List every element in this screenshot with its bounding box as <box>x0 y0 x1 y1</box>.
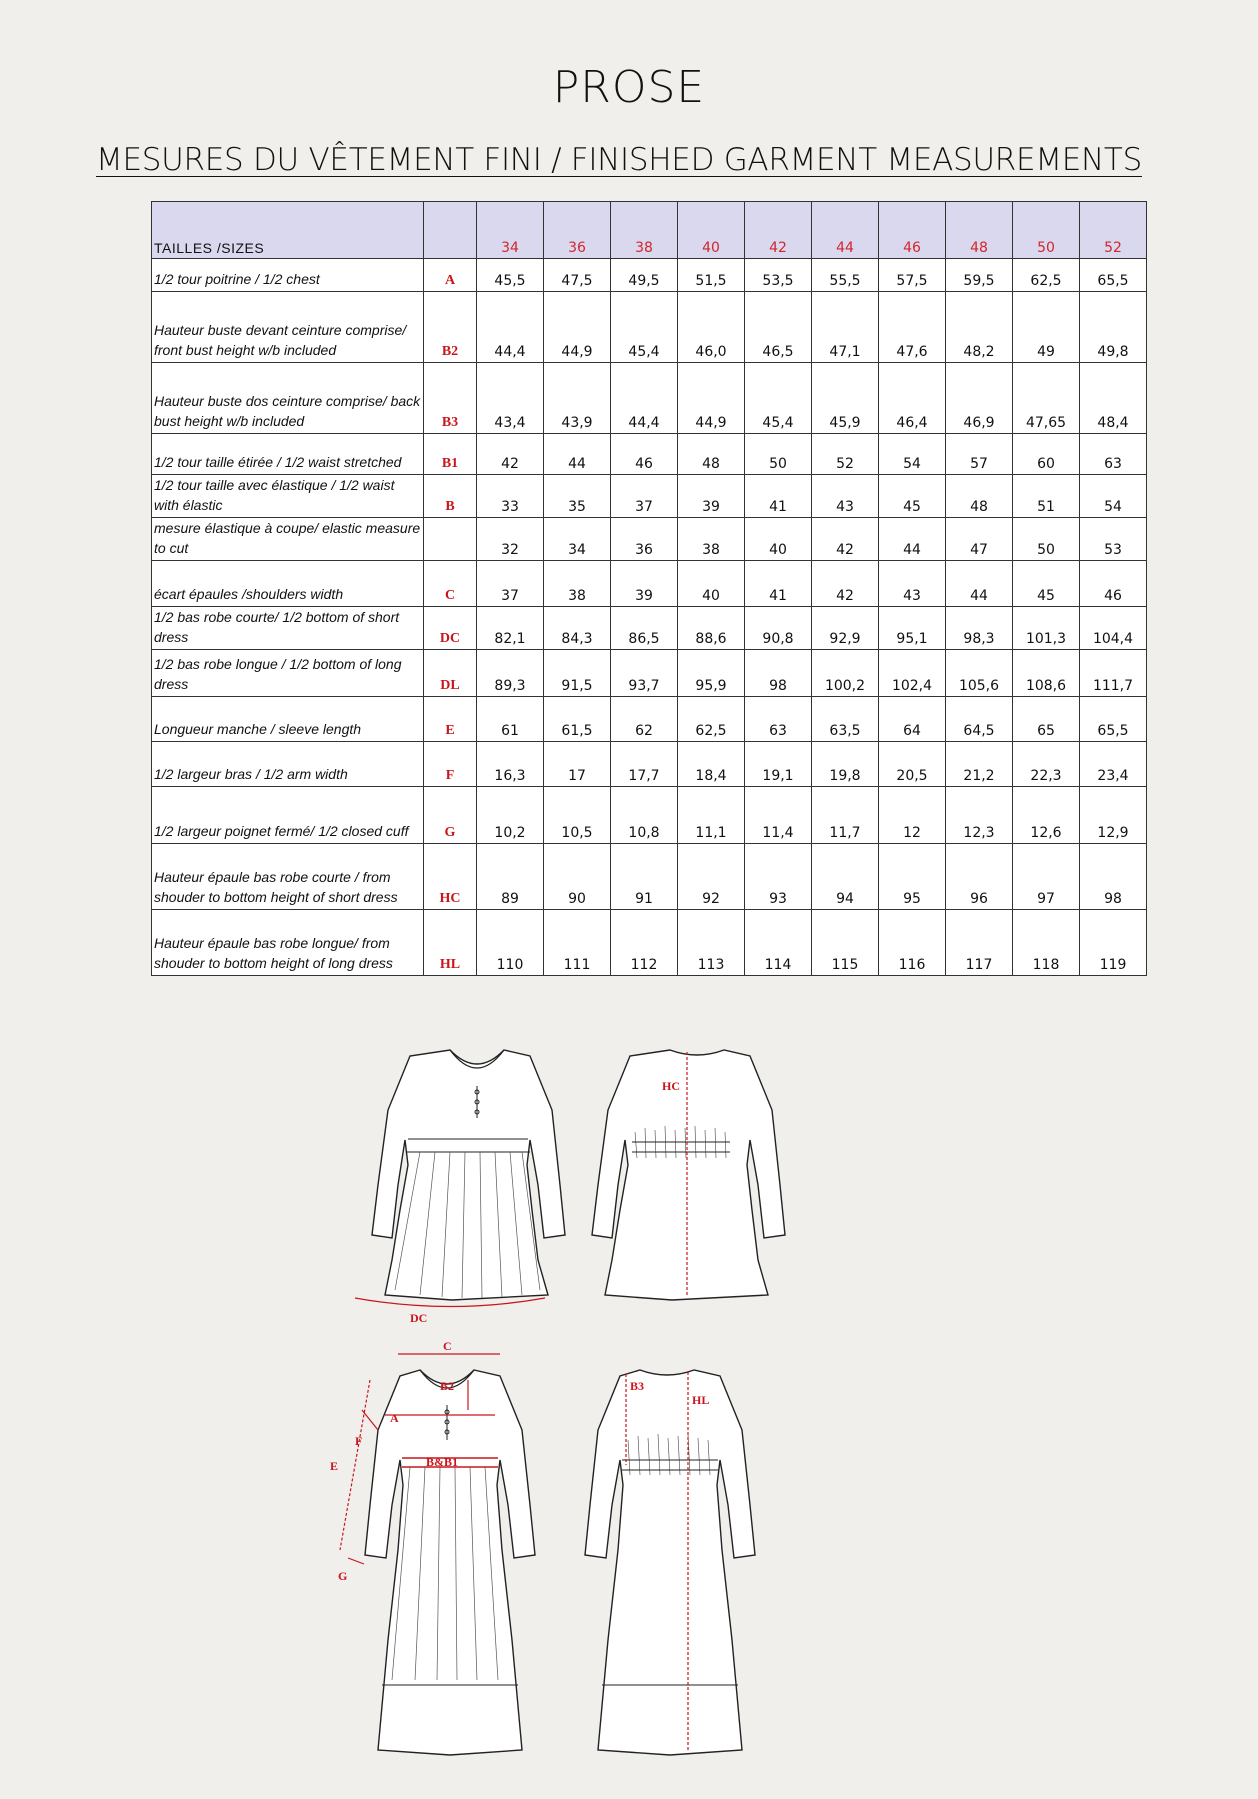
measure-value: 16,3 <box>477 742 544 787</box>
measure-code: C <box>424 561 477 607</box>
size-header: 36 <box>544 202 611 259</box>
measure-value: 37 <box>477 561 544 607</box>
measure-value: 20,5 <box>879 742 946 787</box>
hc-label: HC <box>662 1079 680 1093</box>
sizes-header-label: TAILLES /SIZES <box>152 202 424 259</box>
measure-code <box>424 518 477 561</box>
measure-value: 42 <box>812 561 879 607</box>
measure-value: 32 <box>477 518 544 561</box>
measure-value: 44 <box>879 518 946 561</box>
measure-label: Hauteur buste devant ceinture comprise/ front bust height w/b included <box>152 292 424 363</box>
measure-value: 47,6 <box>879 292 946 363</box>
f-label: F <box>355 1434 363 1448</box>
measure-value: 19,8 <box>812 742 879 787</box>
measure-value: 63,5 <box>812 697 879 742</box>
measure-value: 21,2 <box>946 742 1013 787</box>
measure-value: 64 <box>879 697 946 742</box>
measure-value: 10,2 <box>477 787 544 844</box>
measure-value: 113 <box>678 910 745 976</box>
measure-value: 59,5 <box>946 259 1013 292</box>
measure-value: 118 <box>1013 910 1080 976</box>
measure-value: 48 <box>946 475 1013 518</box>
measure-value: 55,5 <box>812 259 879 292</box>
table-row <box>152 475 1147 518</box>
measurements-table <box>151 201 1147 976</box>
measure-label: mesure élastique à coupe/ elastic measure to cut <box>152 518 424 561</box>
measure-code: B3 <box>424 363 477 434</box>
measure-value: 37 <box>611 475 678 518</box>
measure-label: Hauteur buste dos ceinture comprise/ back bust height w/b included <box>152 363 424 434</box>
measure-value: 10,5 <box>544 787 611 844</box>
measure-value: 39 <box>678 475 745 518</box>
measure-value: 46 <box>1080 561 1147 607</box>
short-dress-front-sketch <box>355 1050 565 1325</box>
measure-label: 1/2 largeur bras / 1/2 arm width <box>152 742 424 787</box>
table-row <box>152 844 1147 910</box>
measure-value: 114 <box>745 910 812 976</box>
measure-value: 84,3 <box>544 607 611 650</box>
size-header: 46 <box>879 202 946 259</box>
size-header: 52 <box>1080 202 1147 259</box>
measure-value: 12,6 <box>1013 787 1080 844</box>
measure-value: 57 <box>946 434 1013 475</box>
measure-value: 12,3 <box>946 787 1013 844</box>
dc-label: DC <box>410 1311 428 1325</box>
garment-sketches <box>330 1020 870 1790</box>
table-row <box>152 518 1147 561</box>
measure-value: 43,9 <box>544 363 611 434</box>
measure-value: 65,5 <box>1080 697 1147 742</box>
table-row <box>152 697 1147 742</box>
measure-value: 10,8 <box>611 787 678 844</box>
long-dress-back-sketch <box>585 1370 755 1755</box>
measure-value: 43 <box>812 475 879 518</box>
measure-value: 17,7 <box>611 742 678 787</box>
measure-code: HL <box>424 910 477 976</box>
measure-code: B <box>424 475 477 518</box>
b2-label: B2 <box>440 1379 455 1393</box>
measure-value: 48,2 <box>946 292 1013 363</box>
measure-value: 43,4 <box>477 363 544 434</box>
long-dress-front-sketch <box>330 1339 535 1755</box>
measure-code: DC <box>424 607 477 650</box>
measure-value: 47,5 <box>544 259 611 292</box>
b3-label: B3 <box>630 1379 645 1393</box>
measure-code: DL <box>424 650 477 697</box>
short-dress-back-sketch <box>592 1050 785 1300</box>
measure-value: 45,4 <box>745 363 812 434</box>
size-header: 34 <box>477 202 544 259</box>
size-header: 44 <box>812 202 879 259</box>
measure-value: 38 <box>678 518 745 561</box>
table-row <box>152 607 1147 650</box>
measure-value: 119 <box>1080 910 1147 976</box>
measure-value: 62,5 <box>678 697 745 742</box>
measure-value: 49,8 <box>1080 292 1147 363</box>
measure-value: 63 <box>1080 434 1147 475</box>
measure-value: 94 <box>812 844 879 910</box>
measure-value: 45 <box>1013 561 1080 607</box>
table-row <box>152 292 1147 363</box>
measure-value: 49 <box>1013 292 1080 363</box>
measure-value: 53 <box>1080 518 1147 561</box>
measure-value: 45,4 <box>611 292 678 363</box>
e-label: E <box>330 1459 339 1473</box>
table-row <box>152 910 1147 976</box>
measure-value: 89 <box>477 844 544 910</box>
page-subtitle: MESURES DU VÊTEMENT FINI / FINISHED GARMENT MEASUREMENTS <box>96 142 1142 178</box>
bb1-label: B&B1 <box>426 1455 459 1469</box>
size-header: 38 <box>611 202 678 259</box>
measure-code: B1 <box>424 434 477 475</box>
measure-value: 48,4 <box>1080 363 1147 434</box>
measure-value: 41 <box>745 561 812 607</box>
measure-label: Hauteur épaule bas robe courte / from shouder to bottom height of short dress <box>152 844 424 910</box>
table-body <box>152 259 1147 976</box>
measure-value: 38 <box>544 561 611 607</box>
measure-value: 110 <box>477 910 544 976</box>
measure-value: 47,1 <box>812 292 879 363</box>
measure-value: 35 <box>544 475 611 518</box>
measure-value: 89,3 <box>477 650 544 697</box>
measure-value: 46,0 <box>678 292 745 363</box>
measure-value: 44 <box>946 561 1013 607</box>
measure-value: 51,5 <box>678 259 745 292</box>
measure-label: 1/2 tour taille avec élastique / 1/2 waist with élastic <box>152 475 424 518</box>
measure-value: 90 <box>544 844 611 910</box>
measure-value: 91 <box>611 844 678 910</box>
table-row <box>152 561 1147 607</box>
measure-value: 53,5 <box>745 259 812 292</box>
measure-value: 62,5 <box>1013 259 1080 292</box>
measure-value: 92,9 <box>812 607 879 650</box>
size-header: 42 <box>745 202 812 259</box>
measure-value: 65,5 <box>1080 259 1147 292</box>
table-row <box>152 787 1147 844</box>
measure-value: 91,5 <box>544 650 611 697</box>
measure-label: 1/2 largeur poignet fermé/ 1/2 closed cuff <box>152 787 424 844</box>
brand-title: PROSE <box>552 62 706 113</box>
measure-value: 65 <box>1013 697 1080 742</box>
table-row <box>152 259 1147 292</box>
measure-label: 1/2 bas robe longue / 1/2 bottom of long dress <box>152 650 424 697</box>
measure-value: 44,9 <box>678 363 745 434</box>
measure-value: 112 <box>611 910 678 976</box>
measure-label: écart épaules /shoulders width <box>152 561 424 607</box>
measure-value: 18,4 <box>678 742 745 787</box>
measure-value: 46,9 <box>946 363 1013 434</box>
measure-value: 54 <box>879 434 946 475</box>
measure-value: 11,7 <box>812 787 879 844</box>
measure-value: 51 <box>1013 475 1080 518</box>
measure-value: 46,5 <box>745 292 812 363</box>
measure-value: 111 <box>544 910 611 976</box>
measure-value: 45,5 <box>477 259 544 292</box>
measure-value: 98 <box>1080 844 1147 910</box>
measure-value: 117 <box>946 910 1013 976</box>
measure-value: 97 <box>1013 844 1080 910</box>
measure-value: 42 <box>812 518 879 561</box>
measure-value: 46,4 <box>879 363 946 434</box>
measure-value: 82,1 <box>477 607 544 650</box>
measure-value: 57,5 <box>879 259 946 292</box>
measure-code: F <box>424 742 477 787</box>
measure-value: 44,4 <box>477 292 544 363</box>
table-header-row <box>152 202 1147 259</box>
measure-value: 93,7 <box>611 650 678 697</box>
measure-value: 33 <box>477 475 544 518</box>
measure-value: 44,4 <box>611 363 678 434</box>
measure-value: 17 <box>544 742 611 787</box>
measure-value: 115 <box>812 910 879 976</box>
measure-value: 12 <box>879 787 946 844</box>
measure-value: 86,5 <box>611 607 678 650</box>
measure-value: 48 <box>678 434 745 475</box>
measure-value: 90,8 <box>745 607 812 650</box>
measure-value: 52 <box>812 434 879 475</box>
hl-label: HL <box>692 1393 710 1407</box>
measure-value: 50 <box>1013 518 1080 561</box>
measure-value: 41 <box>745 475 812 518</box>
table-row <box>152 434 1147 475</box>
table-row <box>152 363 1147 434</box>
measure-value: 95,9 <box>678 650 745 697</box>
measure-code: G <box>424 787 477 844</box>
measure-value: 12,9 <box>1080 787 1147 844</box>
table-row <box>152 650 1147 697</box>
measure-label: 1/2 bas robe courte/ 1/2 bottom of short dress <box>152 607 424 650</box>
measure-label: Hauteur épaule bas robe longue/ from shouder to bottom height of long dress <box>152 910 424 976</box>
code-header-cell <box>424 202 477 259</box>
measure-value: 45,9 <box>812 363 879 434</box>
g-label: G <box>338 1569 348 1583</box>
measure-value: 45 <box>879 475 946 518</box>
measure-value: 34 <box>544 518 611 561</box>
measure-value: 47,65 <box>1013 363 1080 434</box>
measure-code: E <box>424 697 477 742</box>
measure-value: 63 <box>745 697 812 742</box>
measure-value: 40 <box>745 518 812 561</box>
table-row <box>152 742 1147 787</box>
size-header: 50 <box>1013 202 1080 259</box>
measure-code: A <box>424 259 477 292</box>
measure-value: 22,3 <box>1013 742 1080 787</box>
measure-value: 39 <box>611 561 678 607</box>
measure-value: 64,5 <box>946 697 1013 742</box>
measure-value: 50 <box>745 434 812 475</box>
measure-value: 95,1 <box>879 607 946 650</box>
measure-value: 44 <box>544 434 611 475</box>
measure-value: 93 <box>745 844 812 910</box>
size-header: 48 <box>946 202 1013 259</box>
measure-value: 46 <box>611 434 678 475</box>
measure-value: 44,9 <box>544 292 611 363</box>
measure-value: 11,1 <box>678 787 745 844</box>
measure-value: 43 <box>879 561 946 607</box>
measure-value: 101,3 <box>1013 607 1080 650</box>
measure-value: 49,5 <box>611 259 678 292</box>
measure-value: 61 <box>477 697 544 742</box>
measure-label: 1/2 tour poitrine / 1/2 chest <box>152 259 424 292</box>
measure-value: 61,5 <box>544 697 611 742</box>
measure-value: 23,4 <box>1080 742 1147 787</box>
a-label: A <box>390 1411 399 1425</box>
measure-value: 36 <box>611 518 678 561</box>
measure-value: 105,6 <box>946 650 1013 697</box>
measure-label: Longueur manche / sleeve length <box>152 697 424 742</box>
measure-value: 116 <box>879 910 946 976</box>
measure-value: 11,4 <box>745 787 812 844</box>
measure-value: 54 <box>1080 475 1147 518</box>
measure-value: 42 <box>477 434 544 475</box>
measure-value: 98,3 <box>946 607 1013 650</box>
c-label: C <box>443 1339 452 1353</box>
measure-value: 102,4 <box>879 650 946 697</box>
measure-value: 40 <box>678 561 745 607</box>
size-header: 40 <box>678 202 745 259</box>
measure-value: 47 <box>946 518 1013 561</box>
measure-value: 104,4 <box>1080 607 1147 650</box>
measure-code: B2 <box>424 292 477 363</box>
measure-value: 108,6 <box>1013 650 1080 697</box>
measure-value: 88,6 <box>678 607 745 650</box>
measure-value: 60 <box>1013 434 1080 475</box>
measure-value: 92 <box>678 844 745 910</box>
measure-label: 1/2 tour taille étirée / 1/2 waist stretched <box>152 434 424 475</box>
measure-value: 19,1 <box>745 742 812 787</box>
measure-value: 62 <box>611 697 678 742</box>
measure-value: 111,7 <box>1080 650 1147 697</box>
measure-value: 95 <box>879 844 946 910</box>
measure-value: 100,2 <box>812 650 879 697</box>
measure-value: 98 <box>745 650 812 697</box>
measure-value: 96 <box>946 844 1013 910</box>
measure-code: HC <box>424 844 477 910</box>
